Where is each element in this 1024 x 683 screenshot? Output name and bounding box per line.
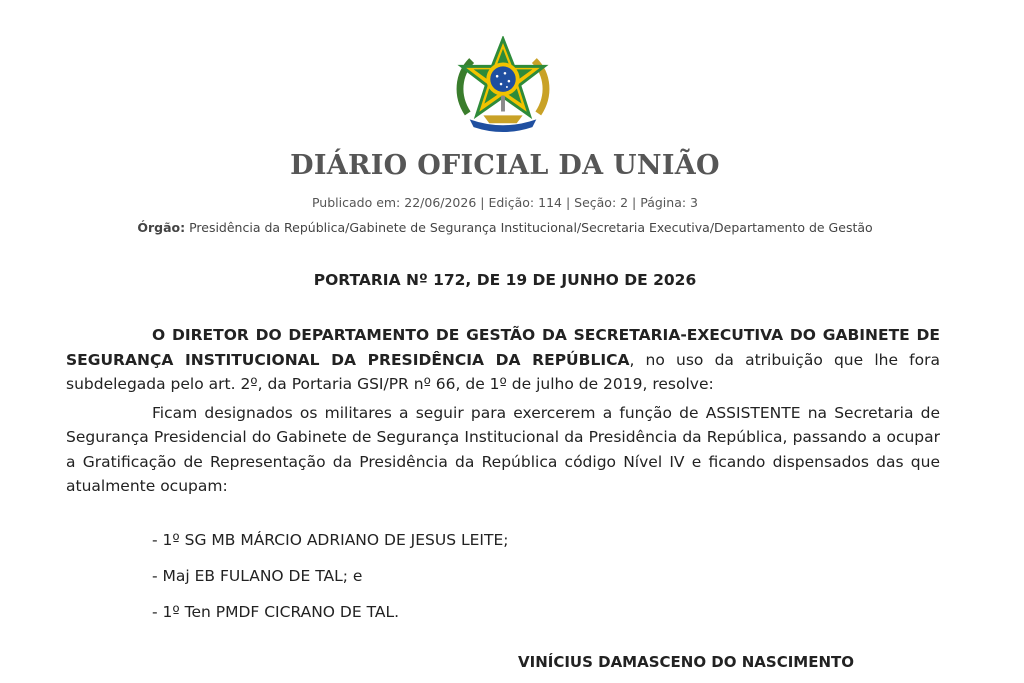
orgao-label: Órgão:	[137, 220, 186, 235]
signer-name: VINÍCIUS DAMASCENO DO NASCIMENTO	[518, 653, 854, 671]
page-title: DIÁRIO OFICIAL DA UNIÃO	[290, 150, 720, 181]
orgao-line	[0, 220, 1010, 235]
publication-metadata: Publicado em: 22/06/2026 | Edição: 114 | Seção: 2 | Página: 3	[311, 195, 699, 210]
paragraph-1	[66, 323, 940, 397]
list-item: - 1º Ten PMDF CICRANO DE TAL.	[152, 603, 400, 621]
document-body	[66, 323, 940, 503]
list-item: - 1º SG MB MÁRCIO ADRIANO DE JESUS LEITE;	[152, 531, 509, 549]
paragraph-2: Ficam designados os militares a seguir para exercerem a função de ASSISTENTE na Secretaria de Segurança Presidencial do Gabinete de Segurança Institucional da Presidência da República, passando a ocupar a Gratificação de Representação da Presidência da República código Nível IV e ficando dispensados das que atualmente ocupam:	[66, 403, 940, 495]
portaria-title: PORTARIA Nº 172, DE 19 DE JUNHO DE 2026	[313, 271, 697, 289]
list-item: - Maj EB FULANO DE TAL; e	[152, 567, 363, 585]
orgao-value: Presidência da República/Gabinete de Segurança Institucional/Secretaria Executiva/Departamento de Gestão	[189, 220, 873, 235]
paragraph-1-authority: O DIRETOR DO DEPARTAMENTO DE GESTÃO DA SECRETARIA-EXECUTIVA DO GABINETE DE SEGURANÇA INSTITUCIONAL DA PRESIDÊNCIA DA REPÚBLICA	[66, 326, 940, 369]
brazil-coat-of-arms-icon	[454, 36, 552, 136]
paragraph-1-rest: , no uso da atribuição que lhe fora subdelegada pelo art. 2º, da Portaria GSI/PR nº 66, de 1º de julho de 2019, resolve:	[66, 350, 940, 393]
